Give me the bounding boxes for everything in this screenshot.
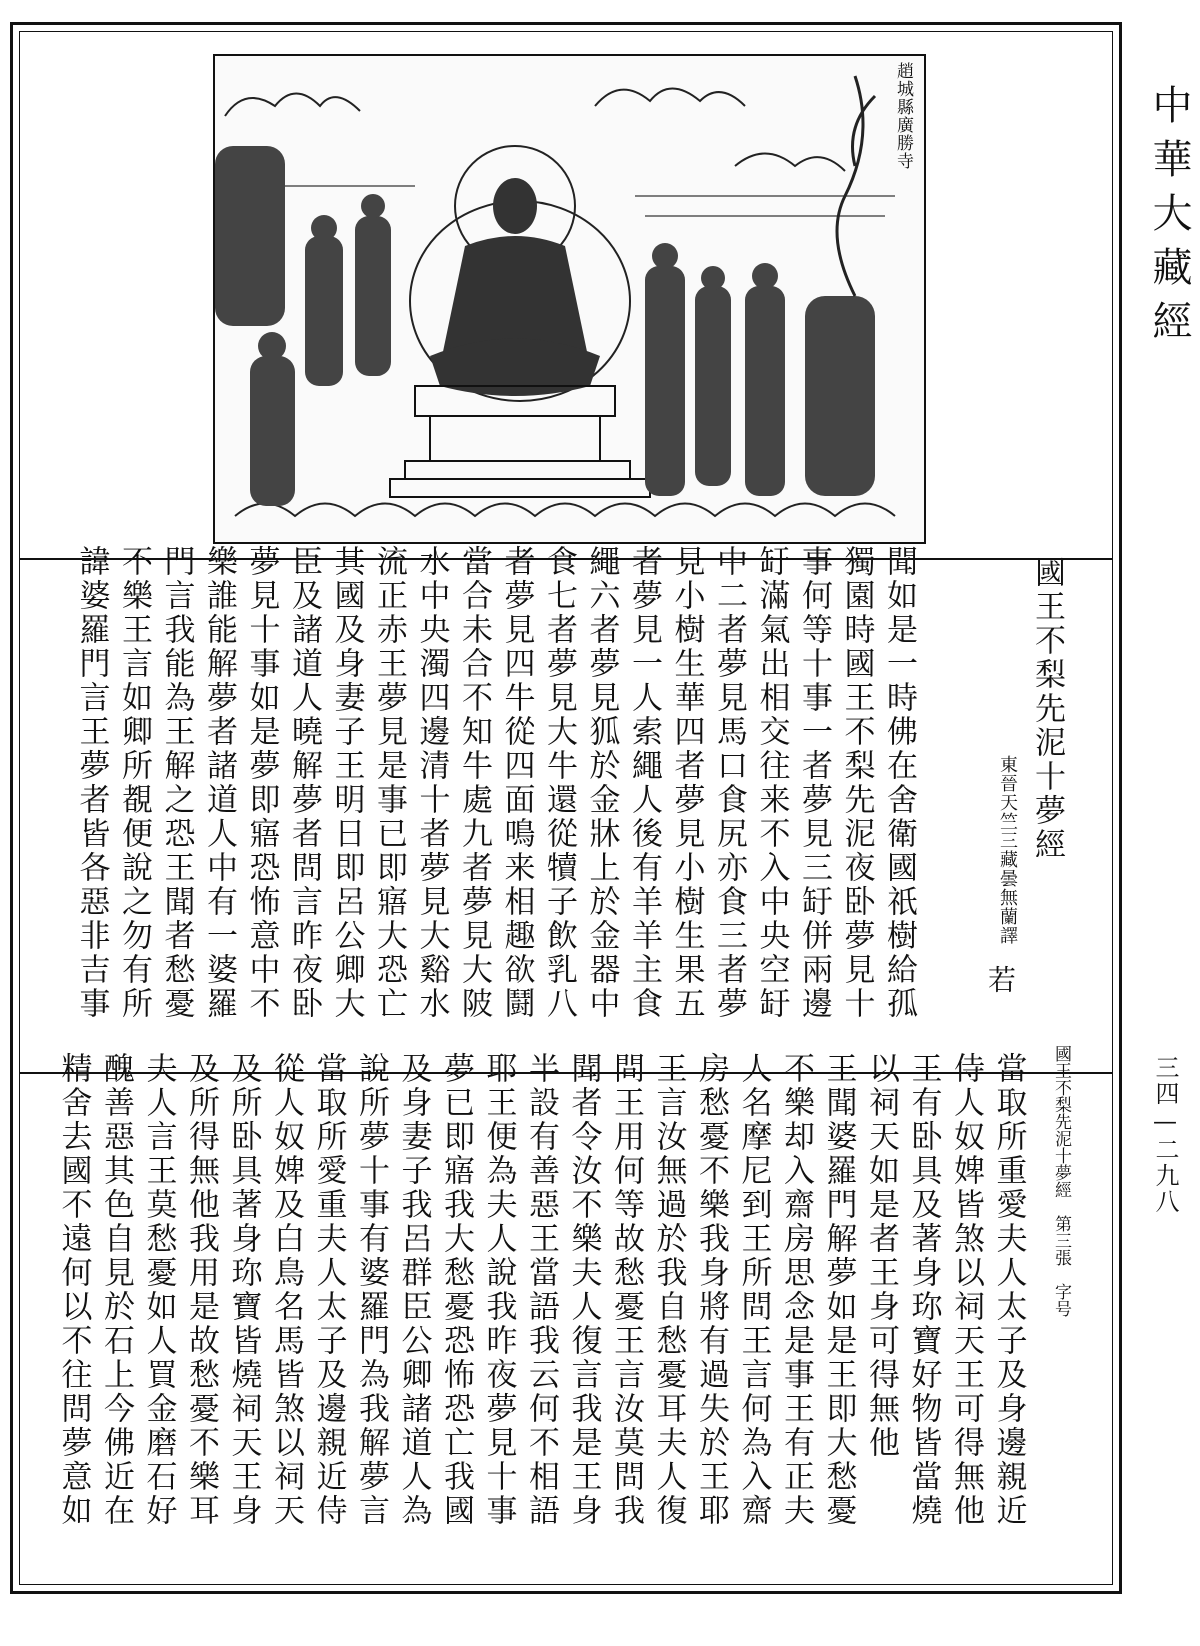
text-line: 人名摩尼到王所問王言何為入齋 xyxy=(735,1052,772,1528)
text-line: 以祠天如是者王身可得無他 xyxy=(863,1052,899,1460)
page-number: 三四—二九八 xyxy=(1151,1055,1179,1215)
text-line: 侍人奴婢皆煞以祠天王可得無他 xyxy=(948,1052,984,1528)
text-line: 䍂滿氣出相交往来不入中央空䍂 xyxy=(753,545,790,1021)
text-line: 王言汝無過於我自愁憂耳夫人復 xyxy=(650,1052,687,1528)
sutra-title: 國王不梨先泥十夢經 xyxy=(1029,556,1065,862)
text-line: 門言我能為王解之恐王聞者愁憂 xyxy=(158,545,195,1021)
text-line: 諱婆羅門言王夢者皆各惡非吉事 xyxy=(73,545,110,1021)
text-line: 事何等十事一者夢見三䍂併兩邊 xyxy=(796,545,832,1021)
text-line: 其國及身妻子王明日即呂公卿大 xyxy=(328,545,365,1021)
text-line: 耶王便為夫人說我昨夜夢見十事 xyxy=(480,1052,517,1528)
text-line: 者夢見一人索繩人後有羊羊主食 xyxy=(626,545,662,1021)
translator-credit: 東晉天竺三藏曇無蘭譯 xyxy=(997,755,1018,945)
text-line: 夫人言王莫愁憂如人買金磨石好 xyxy=(140,1052,177,1528)
text-line: 繩六者夢見狐於金牀上於金器中 xyxy=(583,545,620,1021)
text-line: 夢見十事如是夢即寤恐怖意中不 xyxy=(243,545,280,1021)
text-line: 當取所重愛夫人太子及身邊親近 xyxy=(990,1052,1027,1528)
text-line: 不樂却入齋房思念是事王有正夫 xyxy=(778,1052,814,1528)
text-line: 及身妻子我呂群臣公卿諸道人為 xyxy=(395,1052,432,1528)
woodcut-illustration xyxy=(213,54,926,544)
text-line: 夢已即寤我大愁憂恐怖恐亡我國 xyxy=(438,1052,474,1528)
text-line: 及所得無他我用是故愁憂不樂耳 xyxy=(183,1052,219,1528)
text-line: 者夢見四牛從四面鳴来相趣欲鬪 xyxy=(498,545,535,1021)
page-header-note: 國王不梨先泥十夢經 第三張 字号 xyxy=(1051,1045,1071,1317)
text-line: 水中央濁四邊清十者夢見大谿水 xyxy=(413,545,450,1021)
text-line: 獨園時國王不梨先泥夜卧夢見十 xyxy=(838,545,875,1021)
text-line: 臣及諸道人曉解夢者問言昨夜卧 xyxy=(286,545,322,1021)
text-line: 房愁憂不樂我身將有過失於王耶 xyxy=(693,1052,729,1528)
text-line: 見小樹生華四者夢見小樹生果五 xyxy=(668,545,705,1021)
collection-title: 中華大藏經 xyxy=(1146,84,1192,354)
collation-mark: 若 xyxy=(984,965,1017,994)
text-line: 聞者令汝不樂夫人復言我是王身 xyxy=(565,1052,602,1528)
text-line: 醜善惡其色自見於石上今佛近在 xyxy=(98,1052,134,1528)
text-line: 精舍去國不遠何以不往問夢意如 xyxy=(55,1052,92,1528)
text-line: 當取所愛重夫人太子及邊親近侍 xyxy=(310,1052,347,1528)
text-line: 及所卧具著身珎寶皆燒祠天王身 xyxy=(225,1052,262,1528)
text-line: 不樂王言如卿所覩便說之勿有所 xyxy=(116,545,152,1021)
text-line: 食七者夢見大牛還從犢子飲乳八 xyxy=(541,545,577,1021)
text-line: 半設有善惡王當語我云何不相語 xyxy=(523,1052,559,1528)
text-line: 樂誰能解夢者諸道人中有一婆羅 xyxy=(201,545,237,1021)
text-line: 聞如是一時佛在舍衛國祇樹給孤 xyxy=(881,545,917,1021)
text-line: 當合未合不知牛處九者夢見大陂 xyxy=(456,545,492,1021)
text-block-1 xyxy=(70,545,920,1021)
buddha-preaching-woodcut-icon xyxy=(215,56,924,542)
text-line: 王聞婆羅門解夢如是王即大愁憂 xyxy=(820,1052,857,1528)
text-line: 中二者夢見馬口食尻亦食三者夢 xyxy=(711,545,747,1021)
illustration-caption: 趙城縣廣勝寺 xyxy=(893,62,913,170)
text-line: 問王用何等故愁憂王言汝莫問我 xyxy=(608,1052,644,1528)
text-line: 說所夢十事有婆羅門為我解夢言 xyxy=(353,1052,389,1528)
text-line: 王有卧具及著身珎寶好物皆當燒 xyxy=(905,1052,942,1528)
text-line: 流正赤王夢見是事已即寤大恐亡 xyxy=(371,545,407,1021)
text-line: 從人奴婢及白鳥名馬皆煞以祠天 xyxy=(268,1052,304,1528)
text-block-2 xyxy=(52,1052,1030,1562)
